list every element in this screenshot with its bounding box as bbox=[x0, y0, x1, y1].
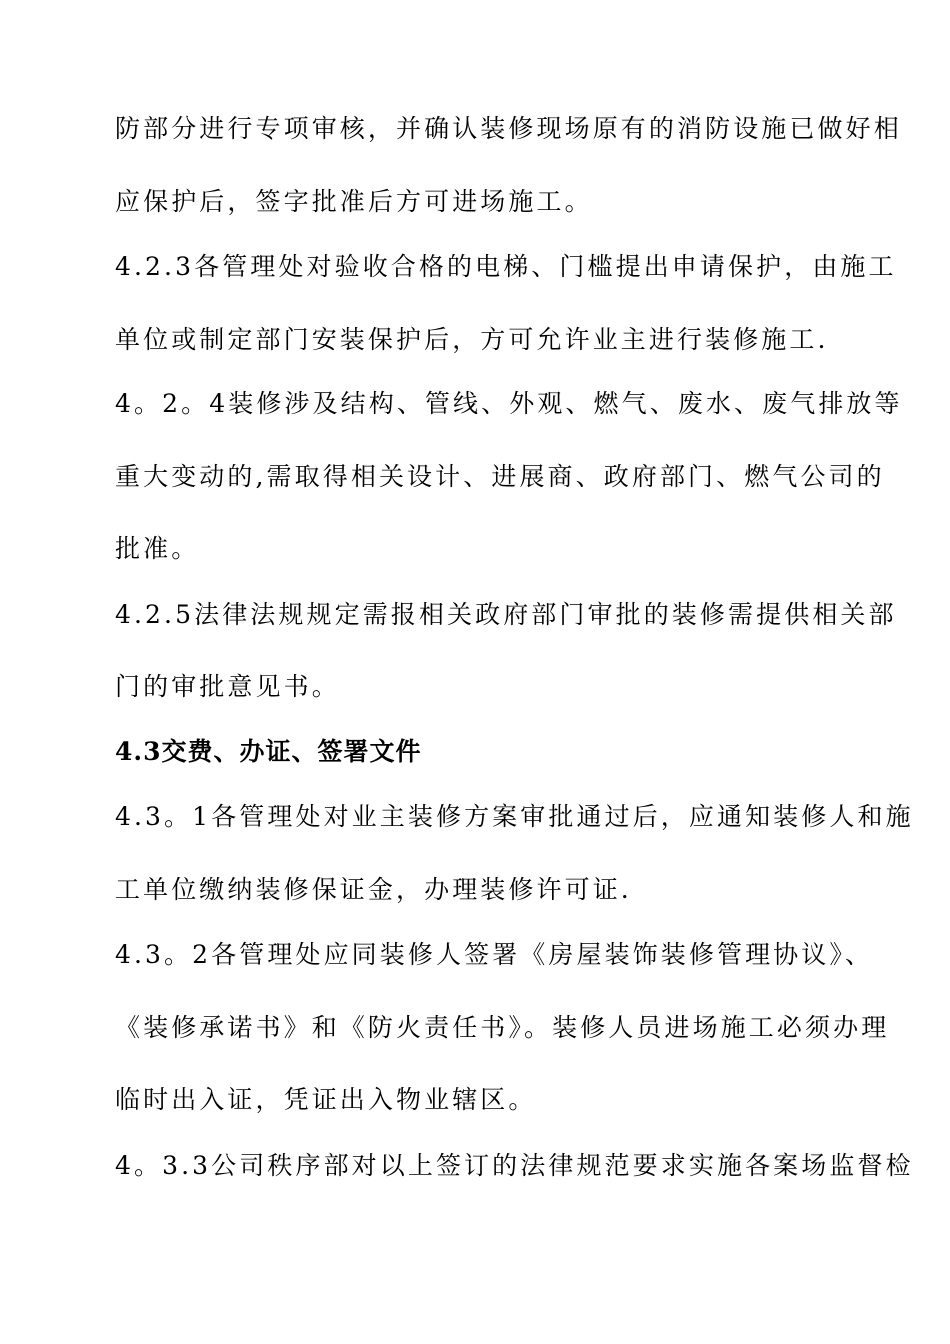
paragraph-line: 应保护后，签字批准后方可进场施工。 bbox=[115, 187, 593, 216]
section-heading-4-3: 4.3交费、办证、签署文件 bbox=[115, 737, 422, 766]
clause-4-2-3: 4.2.3各管理处对验收合格的电梯、门槛提出申请保护，由施工 bbox=[115, 252, 897, 281]
clause-4-3-1: 4.3。1各管理处对业主装修方案审批通过后，应通知装修人和施 bbox=[115, 802, 914, 831]
paragraph-line: 防部分进行专项审核，并确认装修现场原有的消防设施已做好相 bbox=[115, 114, 902, 143]
paragraph-line: 门的审批意见书。 bbox=[115, 672, 340, 701]
clause-4-3-2: 4.3。2各管理处应同装修人签署《房屋装饰装修管理协议》、 bbox=[115, 940, 874, 969]
clause-4-3-3: 4。3.3公司秩序部对以上签订的法律规范要求实施各案场监督检 bbox=[115, 1151, 914, 1180]
clause-4-2-4: 4。2。4装修涉及结构、管线、外观、燃气、废水、废气排放等 bbox=[115, 389, 903, 418]
paragraph-line: 《装修承诺书》和《防火责任书》。装修人员进场施工必须办理 bbox=[115, 1013, 890, 1042]
clause-4-2-5: 4.2.5法律法规规定需报相关政府部门审批的装修需提供相关部 bbox=[115, 600, 897, 629]
paragraph-line: 单位或制定部门安装保护后，方可允许业主进行装修施工. bbox=[115, 325, 829, 354]
paragraph-line: 批准。 bbox=[115, 534, 200, 563]
paragraph-line: 临时出入证，凭证出入物业辖区。 bbox=[115, 1085, 537, 1114]
paragraph-line: 工单位缴纳装修保证金，办理装修许可证. bbox=[115, 875, 632, 904]
paragraph-line: 重大变动的,需取得相关设计、进展商、政府部门、燃气公司的 bbox=[115, 462, 885, 491]
